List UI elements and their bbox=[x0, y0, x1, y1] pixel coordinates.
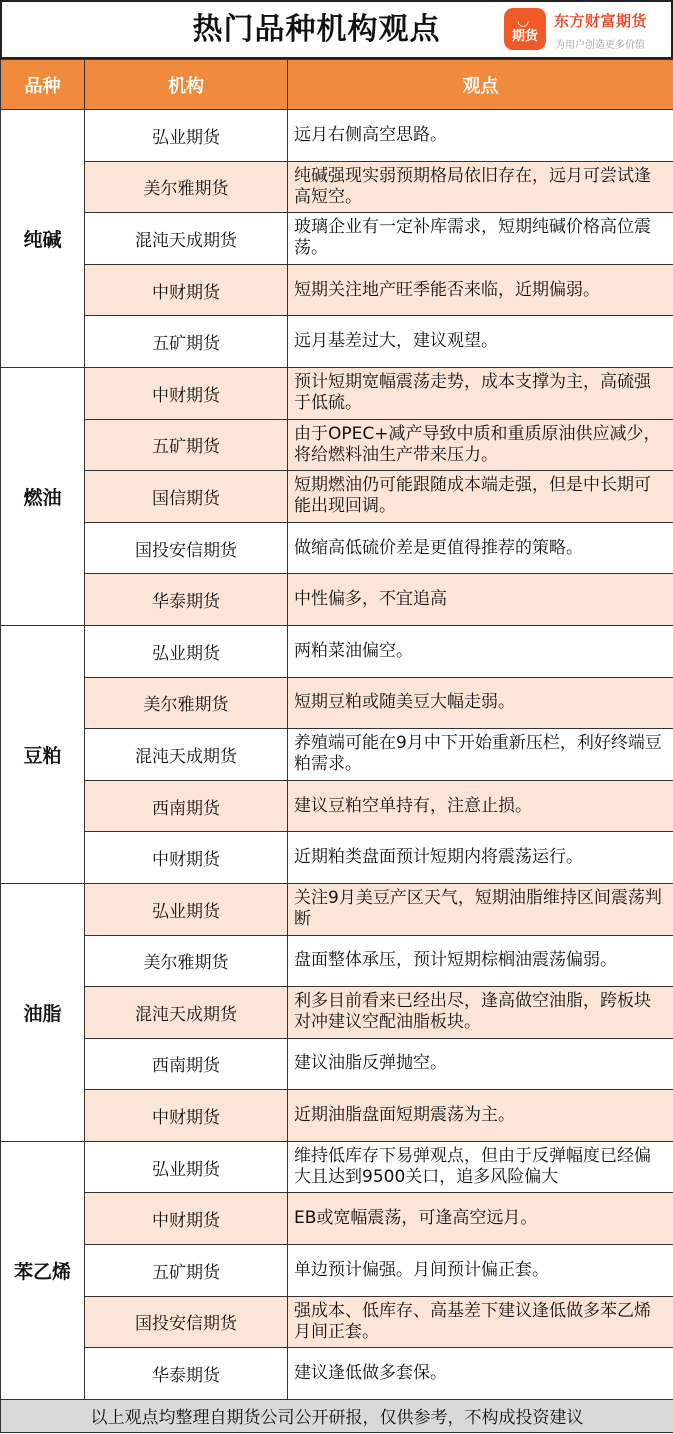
opinion-cell: 建议逢低做多套保。 bbox=[288, 1348, 673, 1400]
table-row bbox=[1, 780, 673, 832]
table-row bbox=[1, 1038, 673, 1090]
institution-cell: 五矿期货 bbox=[85, 316, 288, 368]
category-cell: 豆粕 bbox=[1, 625, 85, 883]
institution-cell: 国信期货 bbox=[85, 471, 288, 523]
opinion-cell: 两粕菜油偏空。 bbox=[288, 625, 673, 677]
column-header-category: 品种 bbox=[1, 60, 85, 110]
table-row bbox=[1, 522, 673, 574]
institution-cell: 中财期货 bbox=[85, 264, 288, 316]
opinion-cell: 短期关注地产旺季能否来临，近期偏弱。 bbox=[288, 264, 673, 316]
opinion-cell: 近期粕类盘面预计短期内将震荡运行。 bbox=[288, 832, 673, 884]
table-row bbox=[1, 574, 673, 626]
table-row bbox=[1, 729, 673, 781]
table-row bbox=[1, 625, 673, 677]
table-row bbox=[1, 213, 673, 265]
institution-cell: 西南期货 bbox=[85, 780, 288, 832]
institution-cell: 弘业期货 bbox=[85, 883, 288, 935]
table-row bbox=[1, 987, 673, 1039]
table-body bbox=[1, 110, 673, 1400]
opinion-cell: 关注9月美豆产区天气，短期油脂维持区间震荡判断 bbox=[288, 883, 673, 935]
table-row bbox=[1, 677, 673, 729]
opinion-cell: 盘面整体承压，预计短期棕榈油震荡偏弱。 bbox=[288, 935, 673, 987]
page-title: 热门品种机构观点 bbox=[192, 12, 441, 47]
institution-cell: 美尔雅期货 bbox=[85, 161, 288, 213]
institution-cell: 国投安信期货 bbox=[85, 1296, 288, 1348]
column-header-opinion: 观点 bbox=[288, 60, 673, 110]
category-cell: 燃油 bbox=[1, 367, 85, 625]
category-cell: 纯碱 bbox=[1, 110, 85, 368]
table-row bbox=[1, 1090, 673, 1142]
institution-cell: 弘业期货 bbox=[85, 1141, 288, 1193]
opinion-cell: 预计短期宽幅震荡走势，成本支撑为主，高硫强于低硫。 bbox=[288, 367, 673, 419]
column-header-institution: 机构 bbox=[85, 60, 288, 110]
opinion-cell: 做缩高低硫价差是更值得推荐的策略。 bbox=[288, 522, 673, 574]
table-row bbox=[1, 110, 673, 162]
institution-cell: 美尔雅期货 bbox=[85, 935, 288, 987]
institution-cell: 弘业期货 bbox=[85, 110, 288, 162]
institution-cell: 弘业期货 bbox=[85, 625, 288, 677]
table-row bbox=[1, 883, 673, 935]
opinion-cell: 养殖端可能在9月中下开始重新压栏，利好终端豆粕需求。 bbox=[288, 729, 673, 781]
category-cell: 苯乙烯 bbox=[1, 1141, 85, 1399]
opinion-cell: 玻璃企业有一定补库需求，短期纯碱价格高位震荡。 bbox=[288, 213, 673, 265]
table-row bbox=[1, 264, 673, 316]
table-row bbox=[1, 1245, 673, 1297]
table-row bbox=[1, 1141, 673, 1193]
table-row bbox=[1, 1193, 673, 1245]
opinion-cell: 单边预计偏强。月间预计偏正套。 bbox=[288, 1245, 673, 1297]
opinion-cell: 建议油脂反弹抛空。 bbox=[288, 1038, 673, 1090]
institution-cell: 中财期货 bbox=[85, 1090, 288, 1142]
header-bar bbox=[0, 0, 673, 59]
table-row bbox=[1, 1296, 673, 1348]
opinion-cell: 短期燃油仍可能跟随成本端走强，但是中长期可能出现回调。 bbox=[288, 471, 673, 523]
opinion-cell: 远月基差过大，建议观望。 bbox=[288, 316, 673, 368]
institution-cell: 中财期货 bbox=[85, 367, 288, 419]
institution-cell: 美尔雅期货 bbox=[85, 677, 288, 729]
brand-slogan: 为用户创造更多价值 bbox=[555, 40, 645, 51]
institution-cell: 华泰期货 bbox=[85, 574, 288, 626]
table-row bbox=[1, 419, 673, 471]
opinion-cell: 利多目前看来已经出尽，逢高做空油脂，跨板块对冲建议空配油脂板块。 bbox=[288, 987, 673, 1039]
disclaimer-note: 以上观点均整理自期货公司公开研报，仅供参考，不构成投资建议 bbox=[1, 1399, 673, 1432]
opinion-cell: 由于OPEC+减产导致中质和重质原油供应减少，将给燃料油生产带来压力。 bbox=[288, 419, 673, 471]
opinion-cell: 维持低库存下易弹观点，但由于反弹幅度已经偏大且达到9500关口，追多风险偏大 bbox=[288, 1141, 673, 1193]
institution-cell: 混沌天成期货 bbox=[85, 729, 288, 781]
institution-cell: 五矿期货 bbox=[85, 1245, 288, 1297]
table-row bbox=[1, 935, 673, 987]
opinion-cell: 近期油脂盘面短期震荡为主。 bbox=[288, 1090, 673, 1142]
table-row bbox=[1, 367, 673, 419]
smile-icon: ◡ bbox=[517, 13, 530, 29]
institution-cell: 混沌天成期货 bbox=[85, 213, 288, 265]
footer-row bbox=[1, 1399, 673, 1432]
institution-cell: 混沌天成期货 bbox=[85, 987, 288, 1039]
institution-cell: 国投安信期货 bbox=[85, 522, 288, 574]
brand-name: 东方财富期货 bbox=[554, 12, 648, 30]
logo-text: 期货 bbox=[511, 29, 538, 44]
institution-cell: 中财期货 bbox=[85, 832, 288, 884]
opinion-cell: 强成本、低库存、高基差下建议逢低做多苯乙烯月间正套。 bbox=[288, 1296, 673, 1348]
table-row bbox=[1, 471, 673, 523]
institution-cell: 五矿期货 bbox=[85, 419, 288, 471]
table-header-row bbox=[1, 60, 673, 110]
institution-cell: 华泰期货 bbox=[85, 1348, 288, 1400]
table-row bbox=[1, 316, 673, 368]
table-row bbox=[1, 1348, 673, 1400]
institution-cell: 西南期货 bbox=[85, 1038, 288, 1090]
category-cell: 油脂 bbox=[1, 883, 85, 1141]
opinion-cell: 短期豆粕或随美豆大幅走弱。 bbox=[288, 677, 673, 729]
institution-cell: 中财期货 bbox=[85, 1193, 288, 1245]
opinion-cell: 中性偏多，不宜追高 bbox=[288, 574, 673, 626]
opinion-cell: 纯碱强现实弱预期格局依旧存在，远月可尝试逢高短空。 bbox=[288, 161, 673, 213]
brand-logo bbox=[504, 8, 546, 50]
opinion-cell: 远月右侧高空思路。 bbox=[288, 110, 673, 162]
table-row bbox=[1, 161, 673, 213]
opinion-cell: EB或宽幅震荡，可逢高空远月。 bbox=[288, 1193, 673, 1245]
opinion-cell: 建议豆粕空单持有，注意止损。 bbox=[288, 780, 673, 832]
table-row bbox=[1, 832, 673, 884]
opinions-table bbox=[0, 59, 673, 1433]
